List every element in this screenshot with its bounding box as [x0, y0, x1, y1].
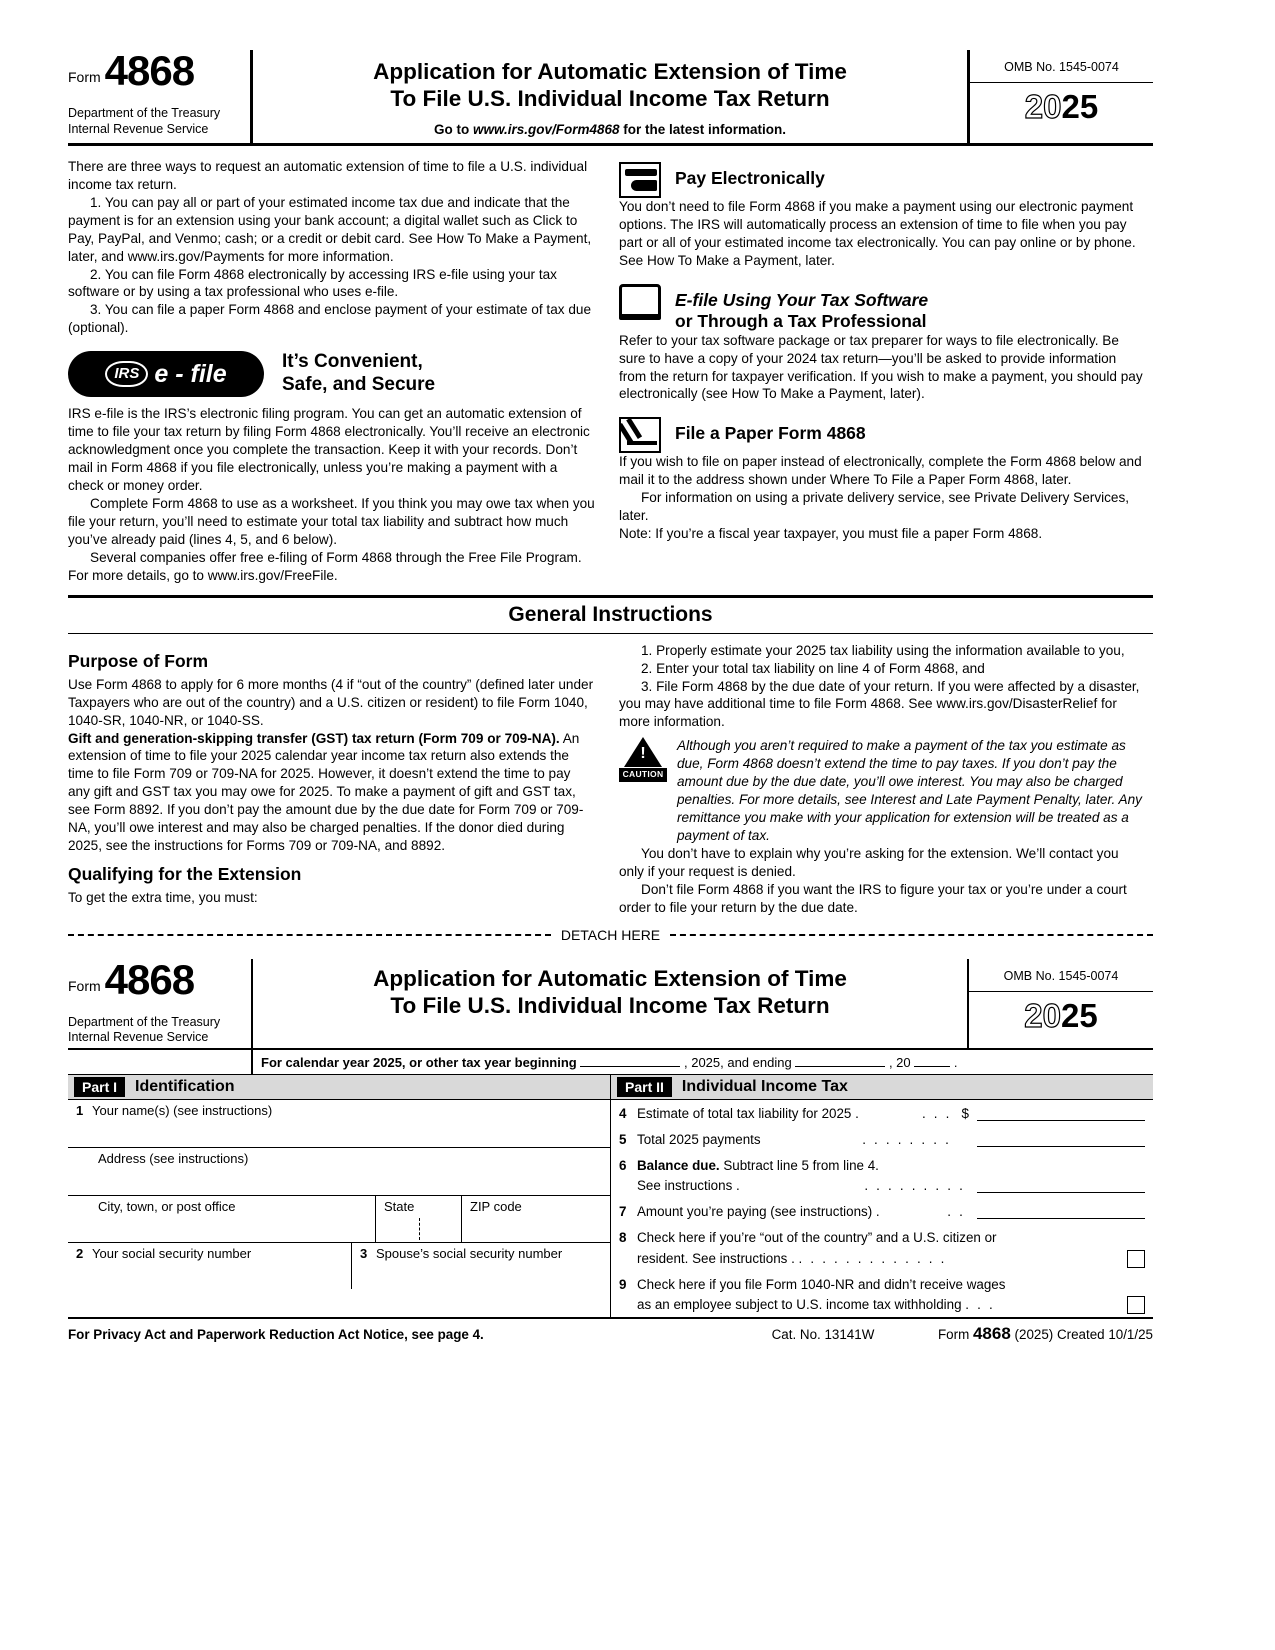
- lower-tax-year-prefix: 20: [1024, 996, 1061, 1034]
- intro-left-column: [68, 158, 595, 585]
- line-9-row[interactable]: [611, 1271, 1153, 1294]
- efile-tagline: [282, 351, 435, 397]
- line-6-row[interactable]: [611, 1152, 1153, 1175]
- state-label: State: [384, 1198, 415, 1214]
- caution-label: CAUTION: [619, 768, 667, 781]
- lower-masthead: [68, 955, 1153, 1050]
- calendar-year-end-label: , 20: [888, 1054, 911, 1070]
- catalog-number: Cat. No. 13141W: [771, 1326, 875, 1342]
- calendar-year-fields[interactable]: [253, 1050, 1153, 1074]
- intro-paragraph-4: 3. You can file a paper Form 4868 and enclose payment of your estimate of tax due (optional).: [68, 302, 592, 336]
- paper-form-body-1: If you wish to file on paper instead of electronically, complete the Form 4868 below and mail it to the address shown under Where To File a Paper Form 4868, later.: [619, 454, 1142, 488]
- footer-form-id: [938, 1324, 1153, 1344]
- line-4-row[interactable]: [611, 1100, 1153, 1126]
- general-instructions-banner: [68, 595, 1153, 634]
- general-right-column: [619, 642, 1146, 917]
- your-ssn-field[interactable]: [68, 1243, 352, 1289]
- gst-lead-in: Gift and generation-skipping transfer (GST) tax return (Form 709 or 709-NA).: [68, 730, 560, 746]
- footer-form-number: 4868: [972, 1323, 1011, 1343]
- city-state-zip-row: [68, 1196, 610, 1243]
- lower-tax-year: [969, 992, 1153, 1037]
- hand-payment-icon: [619, 162, 661, 198]
- line-8-number: 8: [619, 1230, 627, 1246]
- zip-field[interactable]: [462, 1196, 610, 1242]
- line-2-label: Your social security number: [92, 1245, 252, 1261]
- general-instructions-title: General Instructions: [508, 602, 713, 626]
- qualifying-heading: Qualifying for the Extension: [68, 864, 302, 885]
- paper-form-heading: File a Paper Form 4868: [675, 423, 866, 444]
- intro-paragraph-6: Complete Form 4868 to use as a worksheet. If you think you may owe tax when you file your return, you’ll need to estimate your total tax liability and subtract how much you’ve already paid (lines 4, 5, and 6 below).: [68, 495, 595, 547]
- purpose-of-form-heading: Purpose of Form: [68, 650, 209, 671]
- calendar-year-spacer: [68, 1050, 253, 1074]
- qualify-item-3: 3. File Form 4868 by the due date of your return. If you were affected by a disaster, you may have additional time to file Form 4868. See www.irs.gov/DisasterRelief for more information.: [619, 678, 1140, 730]
- lower-agency-block: [68, 1015, 251, 1046]
- line-7-dots: . .: [947, 1204, 965, 1220]
- name-field-row[interactable]: [68, 1100, 610, 1148]
- detach-here-row: [68, 927, 1153, 943]
- lower-title-line-1: Application for Automatic Extension of Time: [373, 965, 847, 991]
- line-9-dots: . . .: [965, 1296, 995, 1312]
- efile-software-body: Refer to your tax software package or tax preparer for ways to file electronically. Be sure to have a copy of your 2024 tax return—you’ll be asked to provide information from the return for taxpayer verification. If you wish to make a payment, you should pay electronically (see How To Make a Payment, later).: [619, 332, 1143, 402]
- line-7-amount-input[interactable]: [977, 1203, 1145, 1219]
- line-5-number: 5: [619, 1132, 627, 1148]
- calendar-year-row: [68, 1050, 1153, 1075]
- caution-text: Although you aren’t required to make a payment of the tax you estimate as due, Form 4868 doesn’t extend the time to pay taxes. If you don’t pay the amount due by the due date, you’ll owe interest. You may also be charged penalties. For more details, see Interest and Late Payment Penalty, later. Any remittance you make with your application for extension will be treated as a payment of tax.: [677, 738, 1142, 843]
- intro-columns: [68, 158, 1153, 585]
- tax-year-end-input[interactable]: [795, 1066, 885, 1067]
- form-footer: [68, 1324, 1153, 1344]
- line-5-row[interactable]: [611, 1126, 1153, 1152]
- goto-url-line: [263, 122, 957, 137]
- general-right-paragraph-5: Don’t file Form 4868 if you want the IRS to figure your tax or you’re under a court order to file your return by the due date.: [619, 881, 1127, 915]
- lower-title-line-2: To File U.S. Individual Income Tax Return: [390, 993, 830, 1019]
- footer-form-year: (2025) Created 10/1/25: [1014, 1326, 1153, 1342]
- efile-software-heading-line-1: E-file Using Your Tax Software: [675, 289, 929, 310]
- line-9-label-line-2: [637, 1296, 1127, 1314]
- masthead-title-block: [253, 50, 967, 143]
- part-1-tag: Part I: [74, 1077, 125, 1097]
- line-8-dots: . . . . . . . . . . . . .: [798, 1250, 947, 1266]
- efile-logo-text: e - file: [154, 359, 227, 388]
- line-6-label-line-2: See instructions .: [637, 1178, 740, 1194]
- pen-paper-icon: [619, 417, 661, 453]
- calendar-year-mid-label: , 2025, and ending: [683, 1054, 792, 1070]
- line-6-continuation-row[interactable]: [611, 1175, 1153, 1198]
- lower-form-label: Form: [68, 977, 101, 994]
- dept-line-2: Internal Revenue Service: [68, 121, 209, 136]
- address-label: Address (see instructions): [98, 1150, 249, 1166]
- line-8-label-line-2: [637, 1250, 1127, 1268]
- line-9-continuation-row[interactable]: [611, 1294, 1153, 1317]
- pay-electronically-body: You don’t need to file Form 4868 if you make a payment using our electronic payment options. The IRS will automatically process an extension of time to file when you pay part or all of your estimated income tax electronically. You can pay online or by phone. See How To Make a Payment, later.: [619, 198, 1136, 268]
- line-3-number: 3: [360, 1245, 368, 1261]
- city-field[interactable]: [68, 1196, 376, 1242]
- line-5-amount-input[interactable]: [977, 1131, 1145, 1147]
- state-field[interactable]: [376, 1196, 462, 1242]
- intro-paragraph-3: 2. You can file Form 4868 electronically by accessing IRS e-file using your tax software or by using a tax professional who uses e-file.: [68, 266, 557, 300]
- tax-year: [970, 83, 1153, 128]
- masthead-right: [967, 50, 1153, 143]
- detachable-form: [68, 955, 1153, 1344]
- general-instructions-columns: [68, 642, 1153, 917]
- gst-body: An extension of time to file your 2025 calendar year income tax return also extends the time to file Form 709 or 709-NA for 2025. However, it doesn’t extend the time to pay any gift and GST tax you may owe for 2025. To make a payment of gift and GST tax, see Form 8892. If you don’t pay the amount due by the due date for Form 709 or 709-NA, you’ll owe interest and may also be charged penalties. If the donor died during 2025, see the instructions for Forms 709 or 709-NA, and 8892.: [68, 730, 584, 854]
- goto-prefix: Go to: [433, 121, 473, 137]
- line-1-label: Your name(s) (see instructions): [92, 1102, 273, 1118]
- form-title-line-2: To File U.S. Individual Income Tax Return: [390, 86, 830, 112]
- line-1-number: 1: [76, 1102, 84, 1118]
- detach-line-left: [68, 934, 551, 936]
- qualifying-body: To get the extra time, you must:: [68, 890, 258, 906]
- lower-masthead-left: [68, 955, 253, 1048]
- lower-dept-line-1: Department of the Treasury: [68, 1014, 221, 1029]
- line-7-label: Amount you’re paying (see instructions) .: [637, 1204, 880, 1220]
- line-8-label: Check here if you’re “out of the country” and a U.S. citizen or: [637, 1230, 997, 1246]
- line-6-dots: . . . . . . . . .: [864, 1178, 965, 1194]
- line-8-continuation-row[interactable]: [611, 1248, 1153, 1271]
- caution-block: [619, 737, 1146, 845]
- line-6-label-rest: Subtract line 5 from line 4.: [719, 1158, 879, 1174]
- pay-electronically-block: [619, 162, 1146, 198]
- efile-tagline-line-1: It’s Convenient,: [282, 351, 423, 373]
- tax-year-begin-input[interactable]: [580, 1066, 680, 1067]
- city-label: City, town, or post office: [98, 1198, 236, 1214]
- part-1-title: Identification: [135, 1077, 235, 1095]
- zip-label: ZIP code: [470, 1198, 522, 1214]
- state-divider: [419, 1218, 420, 1240]
- dollar-sign: $: [961, 1105, 969, 1121]
- line-7-number: 7: [619, 1204, 627, 1220]
- form-label: Form: [68, 69, 101, 85]
- efile-software-heading: [675, 284, 928, 332]
- intro-paragraph-5: IRS e-file is the IRS’s electronic filing program. You can get an automatic extension of time to file your tax return by filing Form 4868 electronically. You’ll receive an electronic acknowledgment once you complete the transaction. Keep it with your records. Don’t mail in Form 4868 if you file electronically, unless you’re making a payment with a check or money order.: [68, 406, 590, 493]
- paper-form-note: Note: If you’re a fiscal year taxpayer, you must file a paper Form 4868.: [619, 526, 1043, 542]
- form-title-line-1: Application for Automatic Extension of Time: [373, 59, 847, 84]
- part-2-title: Individual Income Tax: [681, 1077, 848, 1095]
- efile-software-block: [619, 284, 1146, 332]
- line-6-amount-input[interactable]: [977, 1177, 1145, 1193]
- line-9-label: Check here if you file Form 1040-NR and didn’t receive wages: [637, 1276, 1006, 1292]
- intro-paragraph-1: There are three ways to request an automatic extension of time to file a U.S. individual income tax return.: [68, 158, 588, 192]
- omb-number: OMB No. 1545-0074: [970, 50, 1153, 83]
- lower-title-block: [253, 959, 967, 1048]
- part-headers-row: [68, 1075, 1153, 1100]
- form-page: [68, 47, 1153, 1344]
- line-4-dots: . . .: [921, 1105, 952, 1121]
- efile-software-heading-line-2: or Through a Tax Professional: [675, 310, 927, 331]
- line-7-row[interactable]: [611, 1198, 1153, 1224]
- tax-year-prefix: 20: [1024, 88, 1062, 125]
- lower-tax-year-suffix: 25: [1061, 996, 1098, 1034]
- calendar-year-period: .: [953, 1054, 958, 1070]
- line-9-checkbox[interactable]: [1127, 1296, 1145, 1314]
- irs-efile-logo: [68, 351, 264, 397]
- line-8-label-2-text: resident. See instructions .: [637, 1250, 795, 1266]
- gst-paragraph: [68, 730, 595, 856]
- line-3-label: Spouse’s social security number: [376, 1245, 563, 1261]
- intro-right-column: [619, 158, 1146, 585]
- line-4-number: 4: [619, 1105, 627, 1121]
- line-9-label-2-text: as an employee subject to U.S. income tax withholding: [637, 1296, 962, 1312]
- general-left-column: [68, 642, 595, 917]
- goto-url[interactable]: www.irs.gov/Form4868: [472, 121, 620, 137]
- part-1-body: [68, 1100, 611, 1317]
- line-8-checkbox[interactable]: [1127, 1250, 1145, 1268]
- line-6-label-bold: Balance due.: [637, 1158, 720, 1174]
- line-5-label: Total 2025 payments: [637, 1132, 761, 1148]
- tax-year-suffix: 25: [1061, 88, 1099, 125]
- privacy-notice: For Privacy Act and Paperwork Reduction Act Notice, see page 4.: [68, 1326, 484, 1342]
- form-masthead: [68, 47, 1153, 146]
- line-2-number: 2: [76, 1245, 84, 1261]
- dept-line-1: Department of the Treasury: [68, 106, 221, 120]
- part-2-body: [611, 1100, 1153, 1317]
- line-4-amount-input[interactable]: [977, 1105, 1145, 1121]
- warning-triangle-icon: [624, 737, 662, 767]
- general-right-paragraph-4: You don’t have to explain why you’re asking for the extension. We’ll contact you only if your request is denied.: [619, 845, 1119, 879]
- line-5-dots: . . . . . . . .: [862, 1132, 951, 1148]
- goto-suffix: for the latest information.: [619, 121, 787, 137]
- pay-electronically-heading: Pay Electronically: [675, 167, 825, 188]
- purpose-of-form-body: Use Form 4868 to apply for 6 more months (4 if “out of the country” (defined later under Taxpayers who are out of the country) and a U.S. citizen or resident) to file Form 1040, 1040-SR, 1040-NR, or 1040-SS.: [68, 676, 594, 728]
- qualify-item-1: 1. Properly estimate your 2025 tax liability using the information available to you,: [641, 642, 1125, 658]
- agency-block: [68, 106, 250, 137]
- qualify-item-2: 2. Enter your total tax liability on line 4 of Form 4868, and: [641, 660, 985, 676]
- detach-line-right: [670, 934, 1153, 936]
- masthead-left: [68, 47, 253, 143]
- line-8-row[interactable]: [611, 1224, 1153, 1247]
- line-6-number: 6: [619, 1158, 627, 1174]
- detach-here-label: DETACH HERE: [560, 926, 661, 943]
- intro-paragraph-2: 1. You can pay all or part of your estimated income tax due and indicate that the payment is for an extension using your bank account; a digital wallet such as Click to Pay, PayPal, and Venmo; cash; or a credit or debit card. See How To Make a Payment, later, and www.irs.gov/Payments for more information.: [68, 194, 592, 264]
- lower-omb-number: OMB No. 1545-0074: [969, 959, 1153, 992]
- lower-masthead-right: [967, 959, 1153, 1048]
- spouse-ssn-field[interactable]: [352, 1243, 610, 1289]
- part-1-header: [68, 1075, 610, 1099]
- calendar-year-label: For calendar year 2025, or other tax year beginning: [261, 1054, 577, 1070]
- caution-icon: [619, 737, 667, 845]
- irs-logo-text: IRS: [105, 361, 148, 387]
- efile-logo-row: [68, 351, 595, 397]
- paper-form-block: [619, 417, 1146, 453]
- lower-form-number: 4868: [104, 955, 195, 1003]
- line-9-number: 9: [619, 1276, 627, 1292]
- efile-tagline-line-2: Safe, and Secure: [282, 374, 436, 396]
- address-field-row[interactable]: [68, 1148, 610, 1196]
- ssn-row: [68, 1243, 610, 1289]
- form-number: 4868: [104, 47, 195, 94]
- line-4-label: Estimate of total tax liability for 2025 .: [637, 1105, 859, 1121]
- paper-form-body-2: For information on using a private delivery service, see Private Delivery Services, later.: [619, 490, 1130, 524]
- part-2-header: [610, 1075, 1153, 1099]
- intro-paragraph-7: Several companies offer free e-filing of Form 4868 through the Free File Program. For more details, go to www.irs.gov/FreeFile.: [68, 549, 582, 583]
- laptop-icon: [619, 284, 661, 320]
- line-6-label: [637, 1157, 1145, 1175]
- part-2-tag: Part II: [617, 1077, 672, 1097]
- tax-year-end-year-input[interactable]: [914, 1066, 950, 1067]
- footer-form-label: Form: [937, 1326, 970, 1342]
- lower-dept-line-2: Internal Revenue Service: [68, 1030, 209, 1045]
- form-body-columns: [68, 1100, 1153, 1319]
